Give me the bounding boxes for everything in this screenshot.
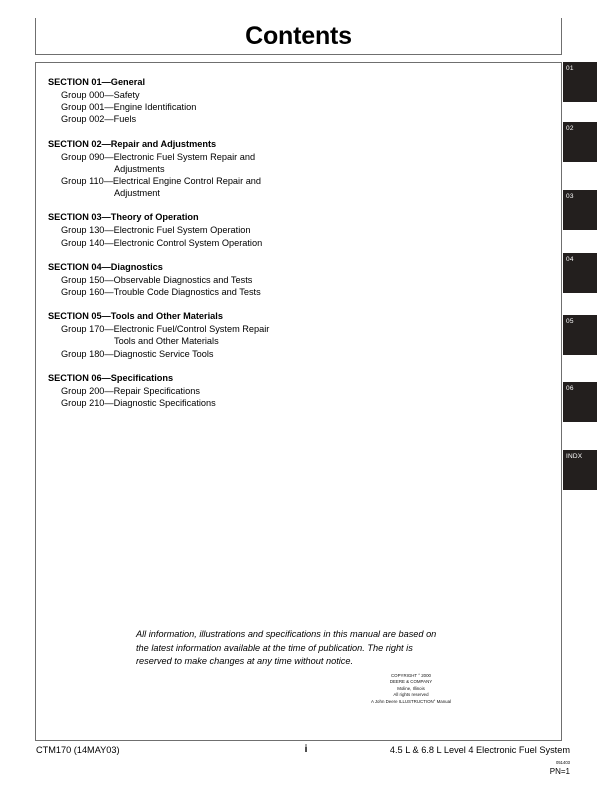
toc-section-heading[interactable]: SECTION 01—General	[48, 77, 146, 87]
legal-notice-line: the latest information available at the time of publication. The right is	[136, 642, 413, 653]
table-of-contents	[48, 75, 528, 420]
side-tab-06[interactable]: 06	[563, 382, 597, 422]
side-tab-indx[interactable]: INDX	[563, 450, 597, 490]
copyright-line: A John Deere ILLUSTRUCTION° Manual	[370, 698, 452, 704]
content-box	[35, 62, 562, 741]
toc-group-entry[interactable]: Group 150—Observable Diagnostics and Tests	[61, 274, 253, 285]
toc-group-entry[interactable]: Group 090—Electronic Fuel System Repair and	[61, 151, 256, 162]
toc-section-heading[interactable]: SECTION 04—Diagnostics	[48, 261, 163, 272]
toc-section-heading[interactable]: SECTION 06—Specifications	[48, 372, 174, 383]
toc-group-entry-continuation[interactable]: Adjustment	[114, 188, 160, 199]
toc-group-entry[interactable]: Group 200—Repair Specifications	[61, 385, 200, 396]
toc-group-entry[interactable]: Group 110—Electrical Engine Control Repair and	[61, 176, 262, 187]
toc-group-entry[interactable]: Group 002—Fuels	[61, 114, 137, 125]
legal-notice-line: reserved to make changes at any time without notice.	[136, 656, 354, 666]
toc-section	[48, 75, 528, 126]
toc-group-entry[interactable]: Group 140—Electronic Control System Operation	[61, 237, 263, 248]
toc-group-entry-continuation[interactable]: Tools and Other Materials	[114, 336, 219, 347]
footer-revision-code: 051403	[556, 760, 570, 765]
copyright-line: All rights reserved	[393, 692, 429, 698]
legal-notice-line: All information, illustrations and specifications in this manual are based on	[136, 629, 437, 639]
toc-section	[48, 260, 528, 298]
toc-section	[48, 137, 528, 200]
footer-manual-title: 4.5 L & 6.8 L Level 4 Electronic Fuel System	[389, 745, 570, 755]
toc-group-entry[interactable]: Group 180—Diagnostic Service Tools	[61, 348, 214, 359]
toc-group-entry[interactable]: Group 210—Diagnostic Specifications	[61, 398, 216, 409]
side-tab-02[interactable]: 02	[563, 122, 597, 162]
side-tab-01[interactable]: 01	[563, 62, 597, 102]
copyright-line: DEERE & COMPANY	[389, 679, 433, 685]
toc-section	[48, 371, 528, 409]
copyright-line: COPYRIGHT ° 2000	[391, 673, 431, 678]
toc-group-entry[interactable]: Group 170—Electronic Fuel/Control System Repair	[61, 324, 270, 335]
toc-group-entry-continuation[interactable]: Adjustments	[114, 163, 165, 174]
toc-group-entry[interactable]: Group 000—Safety	[61, 90, 140, 100]
legal-notice	[136, 628, 486, 669]
toc-group-entry[interactable]: Group 001—Engine Identification	[61, 102, 197, 113]
side-tab-04[interactable]: 04	[563, 253, 597, 293]
toc-group-entry[interactable]: Group 130—Electronic Fuel System Operation	[61, 225, 251, 236]
copyright-line: Moline, Illinois	[397, 685, 425, 691]
side-tab-03[interactable]: 03	[563, 190, 597, 230]
toc-section	[48, 309, 528, 360]
toc-section-heading[interactable]: SECTION 05—Tools and Other Materials	[48, 311, 223, 322]
copyright-block	[296, 673, 526, 705]
side-tab-05[interactable]: 05	[563, 315, 597, 355]
title-box	[35, 18, 562, 55]
footer-manual-id: CTM170 (14MAY03)	[36, 745, 120, 755]
toc-section-heading[interactable]: SECTION 02—Repair and Adjustments	[48, 138, 217, 149]
toc-section-heading[interactable]: SECTION 03—Theory of Operation	[48, 212, 199, 223]
toc-group-entry[interactable]: Group 160—Trouble Code Diagnostics and Tests	[61, 287, 261, 298]
page-title: Contents	[245, 22, 352, 50]
toc-section	[48, 210, 528, 248]
footer-page-number: i	[304, 744, 308, 755]
footer-pn: PN=1	[549, 767, 570, 776]
